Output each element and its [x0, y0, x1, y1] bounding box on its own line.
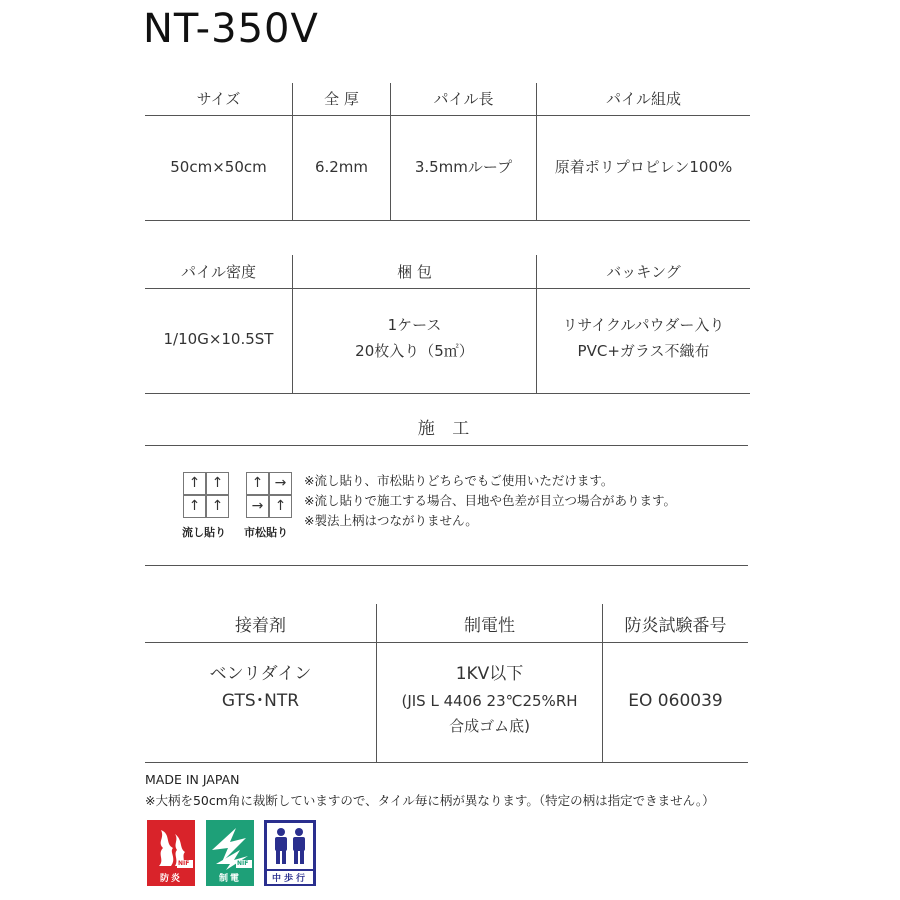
- value-pile-length: 3.5mmループ: [414, 158, 513, 176]
- value-pile-density: 1/10G×10.5ST: [163, 330, 274, 348]
- up-arrow-icon: ↑: [206, 472, 229, 495]
- table-divider: [145, 288, 750, 289]
- value-backing-line1: リサイクルパウダー入り: [562, 316, 725, 334]
- table-divider: [145, 642, 748, 643]
- value-packing-line2: 20枚入り（5㎡）: [355, 342, 474, 360]
- value-antistatic-line1: 1KV以下: [455, 664, 524, 684]
- header-backing: バッキング: [606, 263, 681, 281]
- construction-note: ※製法上柄はつながりません。: [304, 513, 478, 528]
- value-adhesive-line1: ベンリダイン: [209, 664, 312, 684]
- right-arrow-icon: →: [246, 495, 269, 518]
- value-pile-composition: 原着ポリプロピレン100%: [554, 158, 733, 176]
- antistatic-badge: [206, 820, 254, 886]
- construction-note: ※流し貼り、市松貼りどちらでもご使用いただけます。: [304, 473, 614, 488]
- value-antistatic-line2: (JIS L 4406 23℃25%RH: [401, 692, 578, 710]
- value-antistatic-line3: 合成ゴム底): [449, 717, 530, 735]
- header-pile-composition: パイル組成: [605, 90, 681, 108]
- header-size: サイズ: [196, 90, 241, 108]
- up-arrow-icon: ↑: [206, 495, 229, 518]
- badge-label: 中歩行: [271, 874, 308, 884]
- up-arrow-icon: ↑: [183, 472, 206, 495]
- construction-title: 施 工: [417, 419, 476, 439]
- badge-sub-label: NIF: [178, 860, 190, 867]
- product-title: NT-350V: [143, 6, 319, 52]
- header-adhesive: 接着剤: [235, 616, 286, 636]
- section-divider: [145, 565, 748, 566]
- header-pile-density: パイル密度: [180, 263, 256, 281]
- table-divider: [145, 762, 748, 763]
- table-divider: [145, 115, 750, 116]
- table-divider: [145, 393, 750, 394]
- value-size: 50cm×50cm: [170, 158, 267, 176]
- made-in-label: MADE IN JAPAN: [145, 772, 240, 787]
- badge-label: 防炎: [159, 874, 182, 884]
- pattern-note: ※大柄を50cm角に裁断していますので、タイル毎に柄が異なります。（特定の柄は指定できません。）: [145, 793, 715, 808]
- straight-laying-label: 流し貼り: [182, 526, 226, 539]
- header-total-thickness: 全 厚: [324, 90, 359, 108]
- header-packing: 梱 包: [397, 263, 432, 281]
- up-arrow-icon: ↑: [183, 495, 206, 518]
- fire-retardant-badge: [147, 820, 195, 886]
- construction-note: ※流し貼りで施工する場合、目地や色差が目立つ場合があります。: [304, 493, 676, 508]
- value-fire-test-number: EO 060039: [628, 691, 723, 711]
- value-backing-line2: PVC+ガラス不織布: [577, 342, 710, 360]
- badge-label: 制電: [218, 874, 241, 884]
- right-arrow-icon: →: [269, 472, 292, 495]
- up-arrow-icon: ↑: [269, 495, 292, 518]
- medium-traffic-badge: [264, 820, 316, 886]
- table-divider: [145, 220, 750, 221]
- badge-sub-label: NIF: [237, 860, 249, 867]
- up-arrow-icon: ↑: [246, 472, 269, 495]
- value-packing-line1: 1ケース: [387, 316, 442, 334]
- value-total-thickness: 6.2mm: [314, 158, 369, 176]
- header-pile-length: パイル長: [433, 90, 494, 108]
- header-fire-test-number: 防炎試験番号: [624, 616, 727, 636]
- checkerboard-laying-label: 市松貼り: [244, 526, 288, 539]
- section-divider: [145, 445, 748, 446]
- value-adhesive-line2: GTS･NTR: [221, 691, 300, 711]
- header-antistatic: 制電性: [464, 616, 515, 636]
